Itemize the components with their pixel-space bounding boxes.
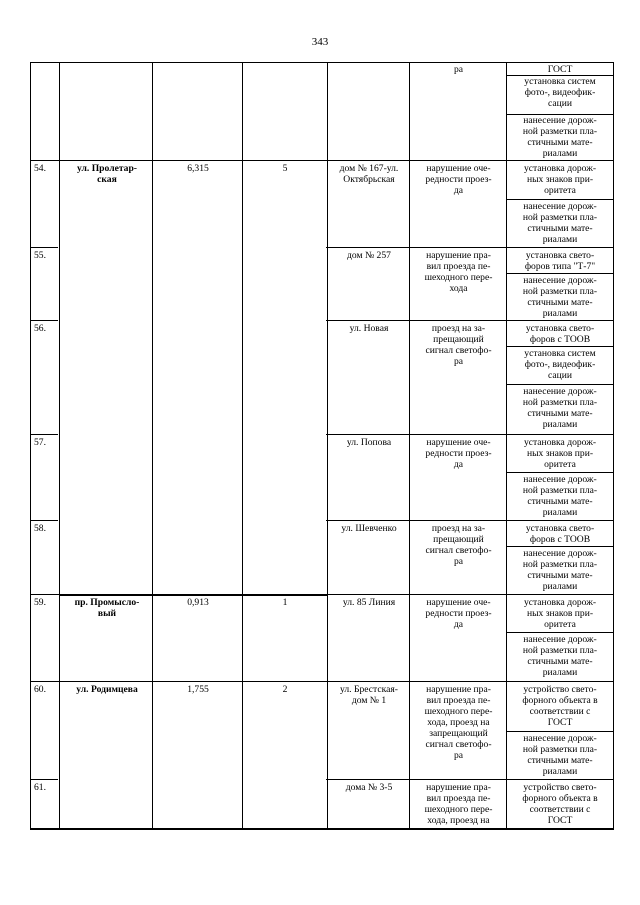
violation-cell: проезд на за- прещающий сигнал светофо- ра <box>425 323 492 367</box>
measure-cell: установка систем фото-, видеофик- сации <box>524 76 596 109</box>
count-value: 1 <box>282 597 288 608</box>
measure-cell: нанесение дорож- ной разметки пла- стичными мате- риалами <box>522 733 598 777</box>
row-number: 56. <box>34 323 46 334</box>
measure-cell: нанесение дорож- ной разметки пла- стичными мате- риалами <box>522 386 598 430</box>
place-cell: ул. 85 Линия <box>342 597 396 608</box>
table-row <box>31 63 614 161</box>
place-cell: ул. Шевченко <box>341 523 397 534</box>
length-value: 6,315 <box>187 163 209 174</box>
violation-cell: нарушение пра- вил проезда пе- шеходного перe- хода <box>424 250 493 294</box>
row-number: 55. <box>34 250 46 261</box>
street-name: ул. Родимцева <box>76 684 138 695</box>
measure-divider <box>506 273 613 274</box>
measures-table <box>30 62 614 830</box>
place-cell: ул. Попова <box>346 437 392 448</box>
row-number: 60. <box>34 684 46 695</box>
place-cell: дом № 167-ул. Октябрьская <box>339 163 399 185</box>
table-row <box>31 435 614 521</box>
violation-cell: нарушение оче- редности проез- да <box>425 437 492 470</box>
table-row <box>31 521 614 595</box>
length-value: 1,755 <box>187 684 209 695</box>
violation-cell: нарушение оче- редности проез- да <box>425 163 492 196</box>
place-cell: ул. Новая <box>349 323 389 334</box>
row-number: 58. <box>34 523 46 534</box>
measure-divider <box>506 199 613 200</box>
measure-divider <box>506 346 613 347</box>
measure-cell: нанесение дорож- ной разметки пла- стичными мате- риалами <box>522 275 598 319</box>
table-row <box>31 248 614 321</box>
street-name: пр. Промысло- вый <box>74 597 140 619</box>
measure-cell: нанесение дорож- ной разметки пла- стичными мате- риалами <box>522 201 598 245</box>
measure-cell: нанесение дорож- ной разметки пла- стичными мате- риалами <box>522 634 598 678</box>
violation-cell: проезд на за- прещающий сигнал светофо- ра <box>425 523 492 567</box>
measure-divider <box>506 731 613 732</box>
measure-divider <box>506 472 613 473</box>
table-row <box>31 682 614 780</box>
violation-cell: ра <box>453 64 464 75</box>
measure-divider <box>506 546 613 547</box>
violation-cell: нарушение пра- вил проезда пе- шеходного пере- хода, проезд на запрещающий сигнал светофо- ра <box>424 684 493 761</box>
measure-divider <box>506 632 613 633</box>
count-value: 2 <box>282 684 288 695</box>
place-cell: дома № 3-5 <box>345 782 393 793</box>
measure-divider <box>506 384 613 385</box>
violation-cell: нарушение оче- редности проез- да <box>425 597 492 630</box>
table-row <box>31 321 614 435</box>
row-number: 54. <box>34 163 46 174</box>
row-number: 61. <box>34 782 46 793</box>
measure-cell: нанесение дорож- ной разметки пла- стичными мате- риалами <box>522 474 598 518</box>
measure-cell: установка дорож- ных знаков при- оритета <box>523 437 597 470</box>
measure-cell: установка дорож- ных знаков при- оритета <box>523 597 597 630</box>
table-row <box>31 595 614 682</box>
measure-cell: устройство свето- форного объекта в соответствии с ГОСТ <box>522 684 598 728</box>
measure-cell: установка свето- форов с ТООВ <box>525 323 595 345</box>
place-cell: дом № 257 <box>347 250 391 261</box>
measure-cell: установка свето- форов с ТООВ <box>525 523 595 545</box>
measure-cell: нанесение дорож- ной разметки пла- стичными мате- риалами <box>522 548 598 592</box>
measure-cell: установка дорож- ных знаков при- оритета <box>523 163 597 196</box>
table-row <box>31 780 614 830</box>
violation-cell: нарушение пра- вил проезда пе- шеходного пере- хода, проезд на <box>424 782 493 826</box>
measure-cell: установка систем фото-, видеофик- сации <box>524 348 596 381</box>
table-row <box>31 161 614 248</box>
row-number: 57. <box>34 437 46 448</box>
street-name: ул. Пролетар- ская <box>76 163 137 185</box>
measure-cell: нанесение дорож- ной разметки пла- стичными мате- риалами <box>522 115 598 159</box>
row-number: 59. <box>34 597 46 608</box>
measure-cell: ГОСТ <box>547 64 573 75</box>
place-cell: ул. Брестская- дом № 1 <box>340 684 398 706</box>
measure-cell: устройство свето- форного объекта в соответствии с ГОСТ <box>522 782 598 826</box>
measure-cell: установка свето- форов типа "Т-7" <box>524 250 596 272</box>
length-value: 0,913 <box>187 597 209 608</box>
page-number: 343 <box>311 36 329 48</box>
count-value: 5 <box>282 163 288 174</box>
